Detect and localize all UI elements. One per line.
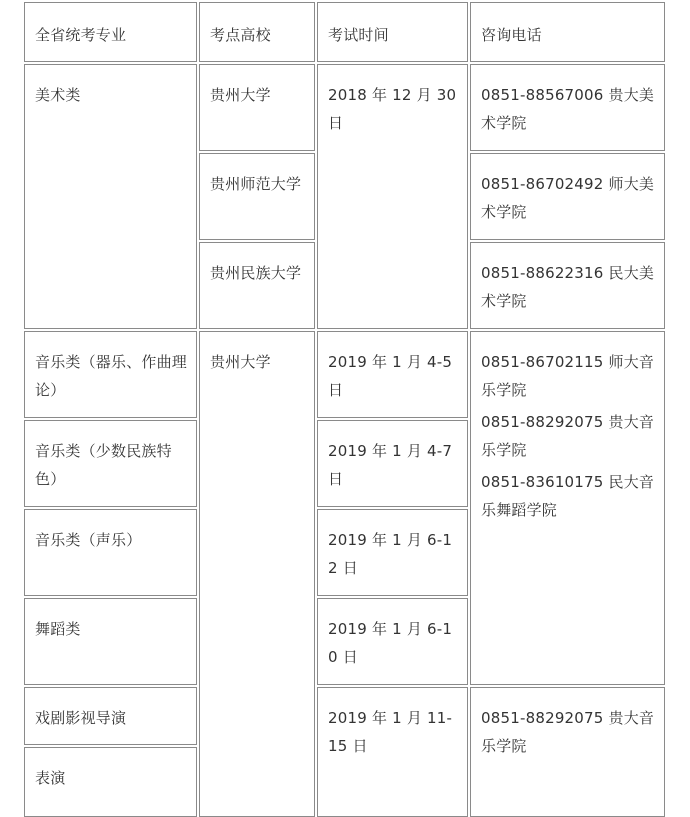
phone-cell-drama xyxy=(470,687,665,817)
time-cell-art xyxy=(317,64,468,329)
major-text: 音乐类（声乐） xyxy=(35,531,142,549)
major-cell-directing xyxy=(24,687,197,745)
phone-cell-gzu-art xyxy=(470,64,665,151)
time-cell-ethnic-music xyxy=(317,420,468,507)
major-text: 表演 xyxy=(35,769,66,787)
school-cell-gzu-music xyxy=(199,331,315,817)
time-cell-drama xyxy=(317,687,468,817)
time-text: 2019 年 1 月 4-5 日 xyxy=(328,353,453,399)
phone-cell-gzmu-art xyxy=(470,242,665,329)
major-cell-ethnic-music xyxy=(24,420,197,507)
major-cell-vocal xyxy=(24,509,197,596)
header-phone xyxy=(470,2,665,62)
major-cell-instrumental xyxy=(24,331,197,418)
phone-text: 0851-88292075 贵大音乐学院 xyxy=(481,709,655,755)
header-major-text: 全省统考专业 xyxy=(35,26,127,44)
header-phone-text: 咨询电话 xyxy=(481,26,542,44)
time-text: 2019 年 1 月 4-7 日 xyxy=(328,442,453,488)
header-school-text: 考点高校 xyxy=(210,26,271,44)
time-cell-instrumental xyxy=(317,331,468,418)
major-cell-dance xyxy=(24,598,197,685)
phone-text: 0851-88292075 贵大音乐学院 xyxy=(481,413,655,459)
major-cell-art xyxy=(24,64,197,329)
phone-text: 0851-88622316 民大美术学院 xyxy=(481,264,655,310)
phone-cell-gznu-art xyxy=(470,153,665,240)
school-cell-gzu xyxy=(199,64,315,151)
phone-text: 0851-86702115 师大音乐学院 xyxy=(481,353,655,399)
time-cell-vocal xyxy=(317,509,468,596)
school-text: 贵州民族大学 xyxy=(210,264,302,282)
major-text: 舞蹈类 xyxy=(35,620,81,638)
header-time-text: 考试时间 xyxy=(328,26,389,44)
school-text: 贵州师范大学 xyxy=(210,175,302,193)
school-cell-gznu xyxy=(199,153,315,240)
school-cell-gzmu xyxy=(199,242,315,329)
time-cell-dance xyxy=(317,598,468,685)
phone-cell-music xyxy=(470,331,665,685)
phone-text: 0851-83610175 民大音乐舞蹈学院 xyxy=(481,473,655,519)
major-cell-acting xyxy=(24,747,197,817)
phone-text: 0851-86702492 师大美术学院 xyxy=(481,175,655,221)
major-text: 戏剧影视导演 xyxy=(35,709,127,727)
time-text: 2018 年 12 月 30 日 xyxy=(328,86,457,132)
major-text: 音乐类（少数民族特色） xyxy=(35,442,172,488)
time-text: 2019 年 1 月 6-12 日 xyxy=(328,531,453,577)
header-school xyxy=(199,2,315,62)
major-text: 美术类 xyxy=(35,86,81,104)
time-text: 2019 年 1 月 11-15 日 xyxy=(328,709,453,755)
school-text: 贵州大学 xyxy=(210,353,271,371)
time-text: 2019 年 1 月 6-10 日 xyxy=(328,620,453,666)
header-time xyxy=(317,2,468,62)
header-major xyxy=(24,2,197,62)
major-text: 音乐类（器乐、作曲理论） xyxy=(35,353,188,399)
school-text: 贵州大学 xyxy=(210,86,271,104)
phone-text: 0851-88567006 贵大美术学院 xyxy=(481,86,655,132)
